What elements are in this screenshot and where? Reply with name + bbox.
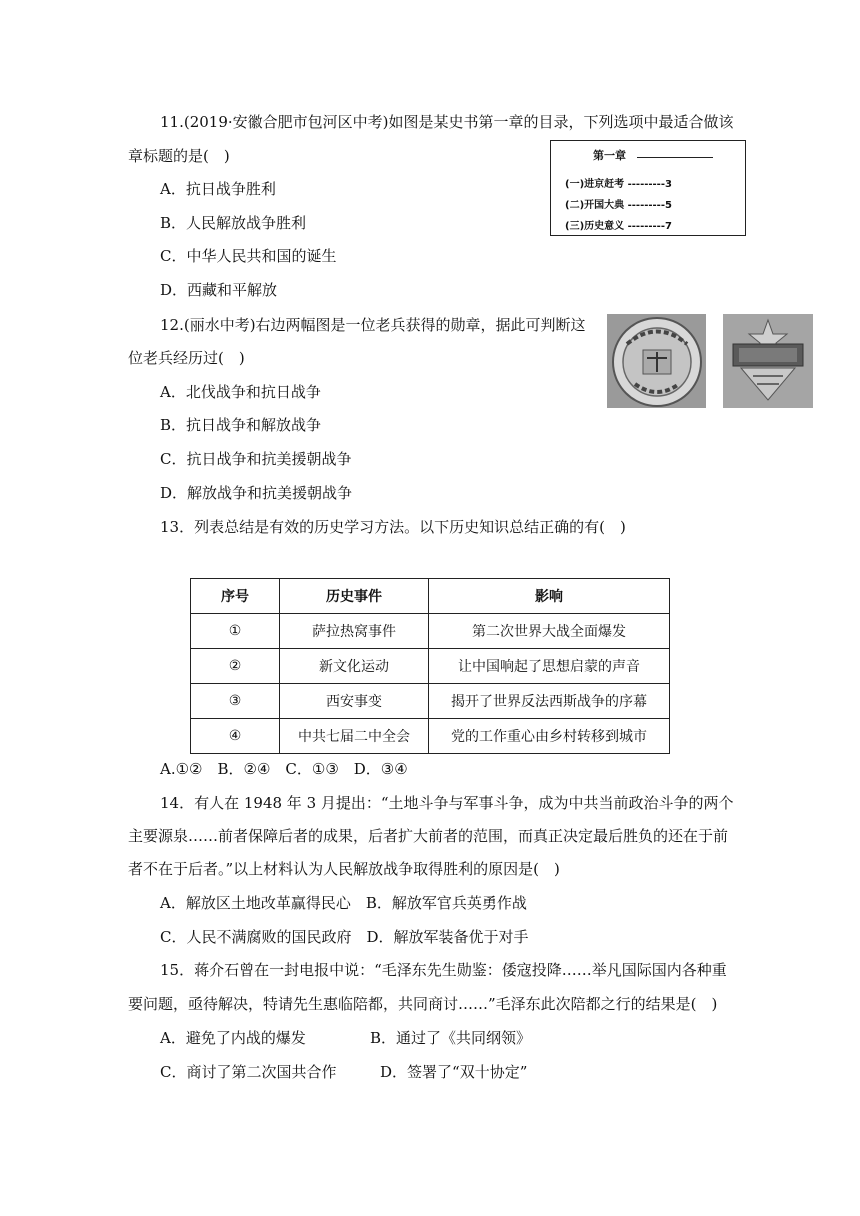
cell-impact: 党的工作重心由乡村转移到城市 — [429, 719, 670, 754]
q12-option-b: B．抗日战争和解放战争 — [160, 416, 322, 434]
q11-stem-line2: 章标题的是( ) — [128, 147, 230, 165]
toc-entry-2: (二)开国大典 ---------5 — [565, 200, 672, 211]
q15-option-b: B．通过了《共同纲领》 — [370, 1029, 532, 1047]
toc-title-blank — [637, 157, 713, 158]
medal-photo-round — [607, 314, 706, 408]
cell-impact: 第二次世界大战全面爆发 — [429, 614, 670, 649]
q15-option-c: C．商讨了第二次国共合作 — [160, 1063, 337, 1081]
cell-event: 萨拉热窝事件 — [280, 614, 429, 649]
q12-option-a: A．北伐战争和抗日战争 — [160, 383, 321, 401]
table-row — [191, 614, 670, 649]
cell-event: 新文化运动 — [280, 649, 429, 684]
table-row — [191, 719, 670, 754]
cell-event: 中共七届二中全会 — [280, 719, 429, 754]
cell-number: ④ — [191, 719, 280, 754]
q15-option-a: A．避免了内战的爆发 — [160, 1029, 306, 1047]
q14-options-row2: C．人民不满腐败的国民政府 D．解放军装备优于对手 — [160, 928, 529, 946]
q14-stem-line3: 者不在于后者。”以上材料认为人民解放战争取得胜利的原因是( ) — [128, 860, 560, 878]
q11-option-b: B．人民解放战争胜利 — [160, 214, 307, 232]
q14-stem-line2: 主要源泉……前者保障后者的成果，后者扩大前者的范围，而真正决定最后胜负的还在于前 — [128, 827, 729, 845]
q14-stem-line1: 14．有人在 1948 年 3 月提出：“土地斗争与军事斗争，成为中共当前政治斗争的两个 — [160, 794, 734, 812]
cell-impact: 揭开了世界反法西斯战争的序幕 — [429, 684, 670, 719]
q15-stem-line1: 15．蒋介石曾在一封电报中说：“毛泽东先生勋鉴：倭寇投降……举凡国际国内各种重 — [160, 961, 727, 979]
q11-option-c: C．中华人民共和国的诞生 — [160, 247, 337, 265]
q15-stem-line2: 要问题，亟待解决，特请先生惠临陪都，共同商讨……”毛泽东此次陪都之行的结果是( ) — [128, 995, 718, 1013]
toc-entry-1: (一)进京赶考 ---------3 — [565, 179, 672, 190]
q13-answer-options: A.①② B．②④ C．①③ D．③④ — [160, 760, 408, 778]
cell-impact: 让中国响起了思想启蒙的声音 — [429, 649, 670, 684]
table-row — [191, 684, 670, 719]
toc-entry-3: (三)历史意义 ---------7 — [565, 221, 672, 232]
table-header-row — [191, 579, 670, 614]
cell-number: ② — [191, 649, 280, 684]
cell-number: ③ — [191, 684, 280, 719]
q11-option-a: A．抗日战争胜利 — [160, 180, 276, 198]
q11-stem-line1: 11.(2019·安徽合肥市包河区中考)如图是某史书第一章的目录，下列选项中最适合做该 — [160, 113, 734, 131]
toc-title: 第一章 — [593, 149, 626, 162]
table-row — [191, 649, 670, 684]
cell-event: 西安事变 — [280, 684, 429, 719]
history-summary-table — [190, 578, 670, 754]
header-event: 历史事件 — [280, 579, 429, 614]
q12-option-d: D．解放战争和抗美援朝战争 — [160, 484, 353, 502]
header-number: 序号 — [191, 579, 280, 614]
table-of-contents-box — [550, 140, 746, 236]
q14-options-row1: A．解放区土地改革赢得民心 B．解放军官兵英勇作战 — [160, 894, 527, 912]
q15-option-d: D．签署了“双十协定” — [380, 1063, 528, 1081]
header-impact: 影响 — [429, 579, 670, 614]
q12-option-c: C．抗日战争和抗美援朝战争 — [160, 450, 352, 468]
q11-option-d: D．西藏和平解放 — [160, 281, 278, 299]
q12-stem-line1: 12.(丽水中考)右边两幅图是一位老兵获得的勋章，据此可判断这 — [160, 316, 586, 334]
q12-stem-line2: 位老兵经历过( ) — [128, 349, 245, 367]
q13-stem: 13．列表总结是有效的历史学习方法。以下历史知识总结正确的有( ) — [160, 518, 626, 536]
medal-photo-star — [723, 314, 813, 408]
cell-number: ① — [191, 614, 280, 649]
